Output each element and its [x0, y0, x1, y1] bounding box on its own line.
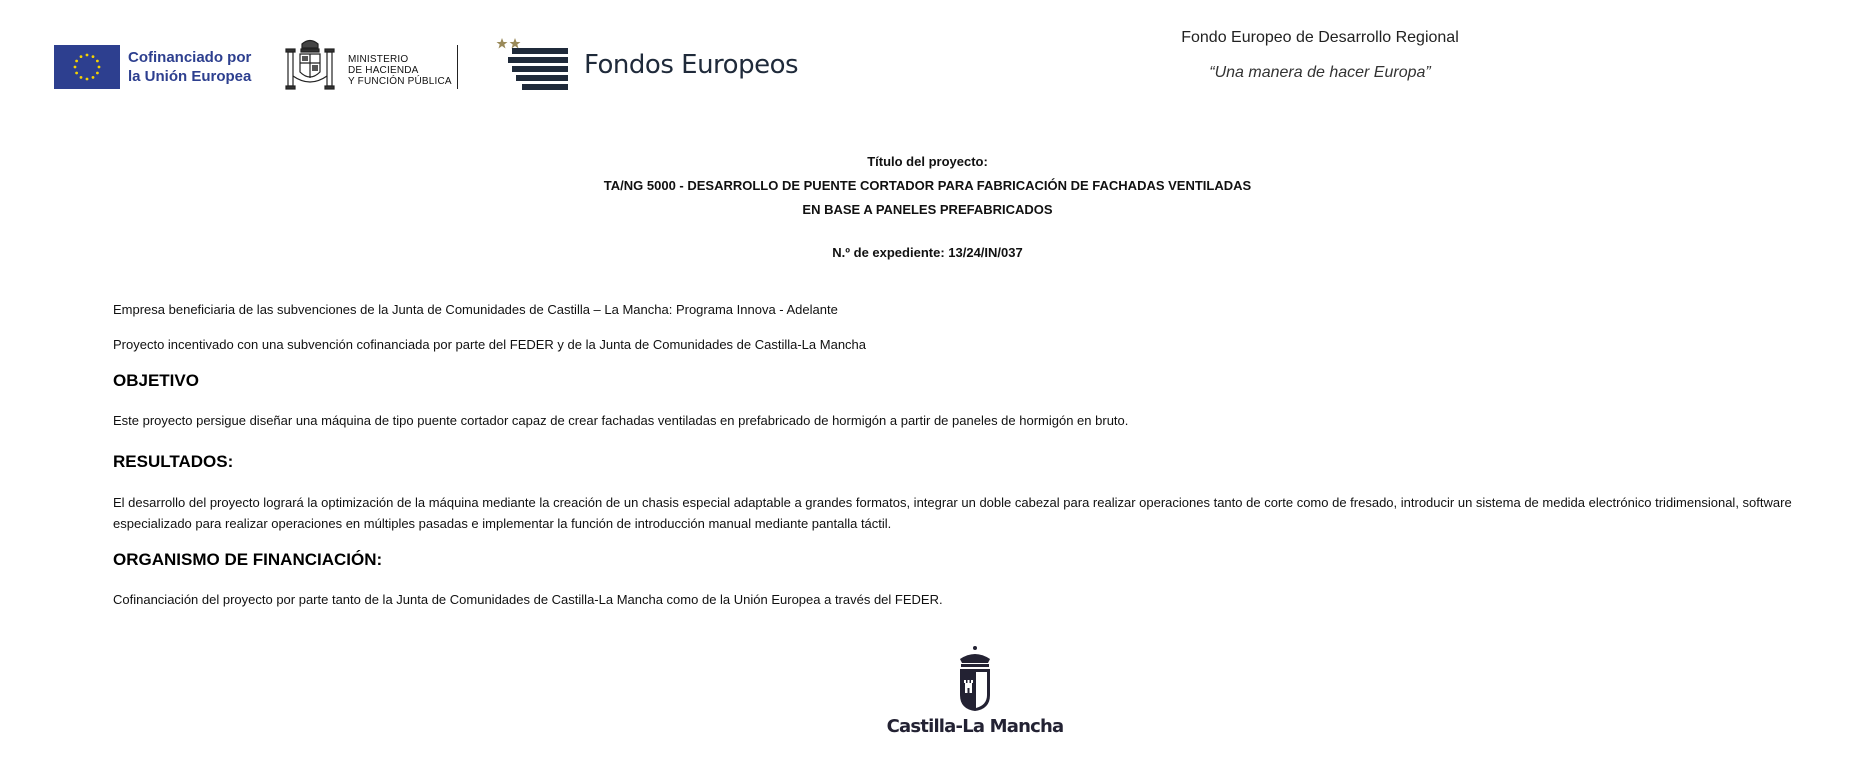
- ministry-line1: MINISTERIO: [348, 54, 409, 65]
- organismo-text: Cofinanciación del proyecto por parte tanto de la Junta de Comunidades de Castilla-La Mancha como de la Unión Europea a través del FEDER.: [113, 592, 943, 607]
- project-title-label: Título del proyecto:: [867, 154, 988, 169]
- ministry-line3: Y FUNCIÓN PÚBLICA: [348, 76, 452, 87]
- eu-logo-line1: Cofinanciado por: [128, 49, 252, 66]
- resultados-heading: RESULTADOS:: [113, 452, 234, 471]
- expediente-number: N.º de expediente: 13/24/IN/037: [832, 245, 1023, 260]
- spain-coat-of-arms-icon: [283, 36, 337, 94]
- eu-cofinance-label: [128, 48, 251, 86]
- castilla-la-mancha-crest-icon: [952, 645, 998, 715]
- incentive-text: Proyecto incentivado con una subvención cofinanciada por parte del FEDER y de la Junta de Comunidades de Castilla-La Mancha: [113, 337, 867, 352]
- fund-title: Fondo Europeo de Desarrollo Regional: [1181, 29, 1459, 46]
- project-title-line2: EN BASE A PANELES PREFABRICADOS: [802, 202, 1053, 217]
- eu-stars-icon: [54, 45, 120, 89]
- objetivo-text: Este proyecto persigue diseñar una máquina de tipo puente cortador capaz de crear fachadas ventiladas en prefabricado de hormigón a partir de paneles de hormigón en bruto.: [113, 413, 1129, 428]
- project-title-line1: TA/NG 5000 - DESARROLLO DE PUENTE CORTADOR PARA FABRICACIÓN DE FACHADAS VENTILADAS: [603, 178, 1252, 193]
- eu-flag-icon: [54, 45, 120, 89]
- fondos-europeos-icon: [496, 38, 572, 90]
- ministry-line2: DE HACIENDA: [348, 65, 419, 76]
- resultados-text: El desarrollo del proyecto logrará la optimización de la máquina mediante la creación de un chasis especial adaptable a grandes formatos, integrar un doble cabezal para realizar operaciones tanto de corte como de fresado, introducir un sistema de medida electrónico tridimensional, software especializado para realizar operaciones en múltiples pasadas e implementar la función de introducción manual mediante pantalla táctil.: [113, 495, 1792, 531]
- castilla-la-mancha-label: Castilla-La Mancha: [886, 716, 1064, 737]
- eu-logo-line2: la Unión Europea: [128, 68, 252, 85]
- ministry-label: [348, 54, 452, 87]
- fondos-europeos-label: Fondos Europeos: [584, 50, 799, 80]
- organismo-heading: ORGANISMO DE FINANCIACIÓN:: [113, 550, 383, 569]
- objetivo-heading: OBJETIVO: [113, 371, 199, 390]
- beneficiary-text: Empresa beneficiaria de las subvenciones de la Junta de Comunidades de Castilla – La Mancha: Programa Innova - Adelante: [113, 302, 838, 317]
- logo-divider: [457, 45, 458, 89]
- fund-slogan: “Una manera de hacer Europa”: [1209, 64, 1431, 81]
